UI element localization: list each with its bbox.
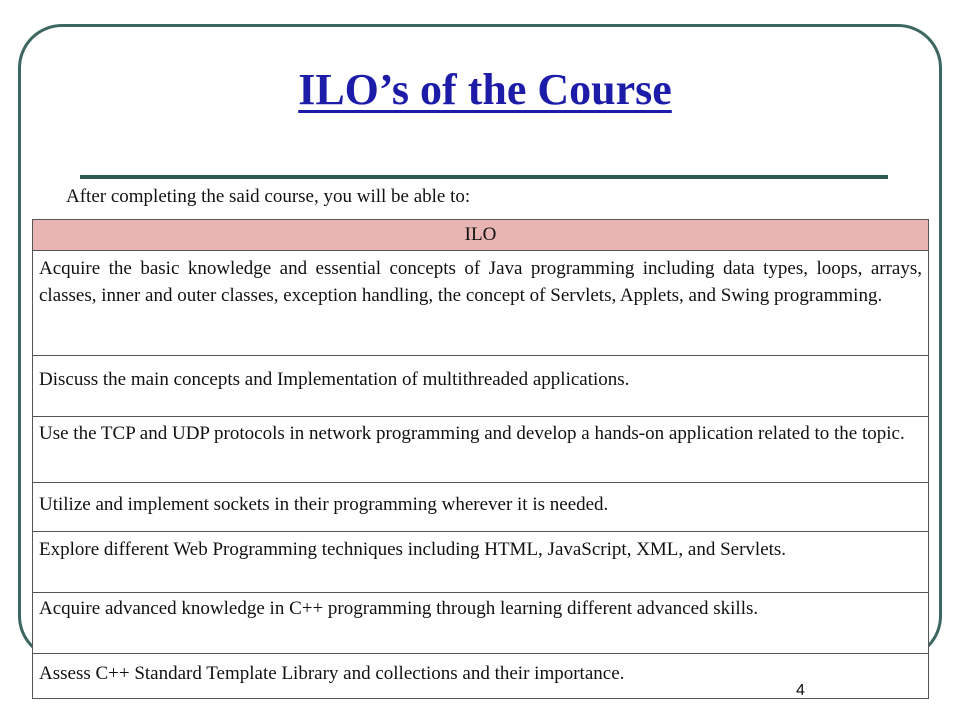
page-number: 4 [796, 682, 805, 699]
ilo-cell: Discuss the main concepts and Implementation of multithreaded applications. [33, 356, 929, 417]
table-row [33, 483, 929, 532]
ilo-table [32, 219, 929, 699]
table-row [33, 417, 929, 483]
intro-text: After completing the said course, you will be able to: [66, 186, 471, 207]
column-header-ilo: ILO [33, 220, 929, 251]
table-header-row [33, 220, 929, 251]
ilo-cell: Explore different Web Programming techniques including HTML, JavaScript, XML, and Servlets. [33, 532, 929, 593]
table-row [33, 532, 929, 593]
table-row [33, 251, 929, 356]
ilo-cell: Assess C++ Standard Template Library and collections and their importance. [33, 654, 929, 699]
ilo-cell: Utilize and implement sockets in their programming wherever it is needed. [33, 483, 929, 532]
slide-title: ILO’s of the Course [298, 65, 672, 114]
table-row [33, 654, 929, 699]
title-divider [80, 175, 888, 179]
table-row [33, 356, 929, 417]
ilo-cell: Acquire advanced knowledge in C++ programming through learning different advanced skills. [33, 593, 929, 654]
table-row [33, 593, 929, 654]
ilo-cell: Use the TCP and UDP protocols in network programming and develop a hands-on application related to the topic. [33, 417, 929, 483]
ilo-cell: Acquire the basic knowledge and essential concepts of Java programming including data types, loops, arrays, classes, inner and outer classes, exception handling, the concept of Servlets, Applets, and Swing programming. [33, 251, 929, 356]
